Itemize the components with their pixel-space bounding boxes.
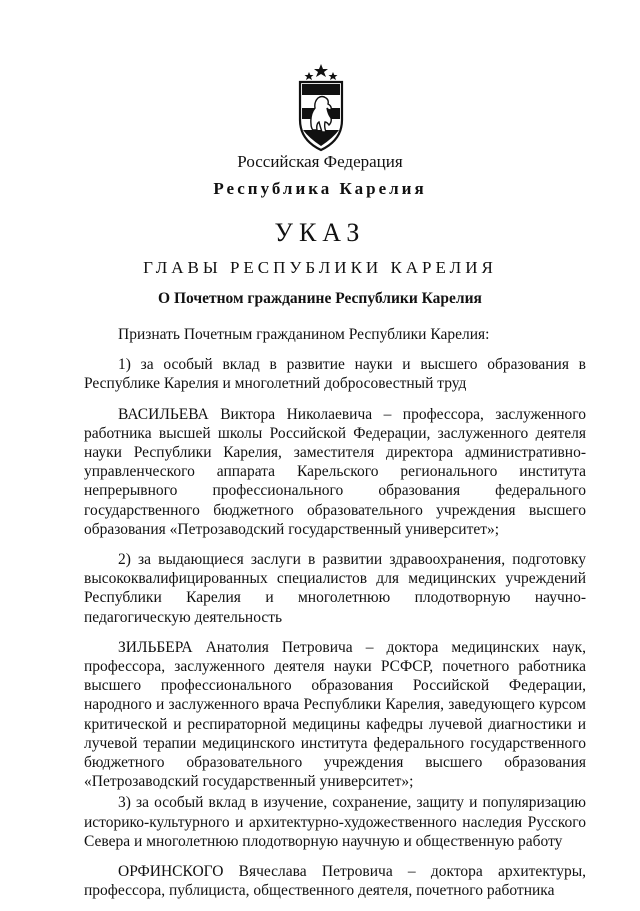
item-3-person: ОРФИНСКОГО Вячеслава Петровича – доктора архитектуры, профессора, публициста, общественного деятеля, почетного работника (84, 863, 586, 900)
item-1-person: ВАСИЛЬЕВА Виктора Николаевича – профессора, заслуженного работника высшей школы Российской Федерации, заслуженного деятеля науки Республики Карелия, заместителя директора административно-управленческого аппарата Карельского регионального института непрерывного профессионального образования федерального государственного бюджетного образовательного учреждения высшего образования «Петрозаводский государственный университет»; (84, 405, 586, 538)
item-1-reason: 1) за особый вклад в развитие науки и высшего образования в Республике Карелия и многолетний добросовестный труд (84, 356, 586, 393)
decree-body (84, 325, 586, 911)
item-3-reason: 3) за особый вклад в изучение, сохранение, защиту и популяризацию историко-культурного и архитектурно-художественного наследия Русского Севера и многолетнюю плодотворную научную и общественную работу (84, 794, 586, 850)
decree-subject: О Почетном гражданине Республики Карелия (158, 290, 482, 307)
item-2-reason: 2) за выдающиеся заслуги в развитии здравоохранения, подготовку высококвалифицированных специалистов для медицинских учреждений Республики Карелия и многолетнюю плодотворную научно-педагогическую деятельность (84, 551, 586, 626)
item-2-person: ЗИЛЬБЕРА Анатолия Петровича – доктора медицинских наук, профессора, заслуженного деятеля науки РСФСР, почетного работника высшего профессионального образования Российской Федерации, народного и заслуженного врача Республики Карелия, заведующего курсом критической и респираторной медицины кафедры лучевой диагностики и лучевой терапии медицинского института федерального государственного бюджетного образовательного учреждения высшего образования «Петрозаводский государственный университет»; (84, 638, 586, 791)
issuer-title: ГЛАВЫ РЕСПУБЛИКИ КАРЕЛИЯ (143, 258, 497, 277)
document-type: УКАЗ (274, 218, 366, 247)
republic-name: Республика Карелия (213, 179, 427, 198)
intro-paragraph: Признать Почетным гражданином Республики Карелия: (118, 326, 490, 343)
karelia-coat-of-arms-icon (295, 62, 347, 152)
country-name: Российская Федерация (237, 152, 403, 171)
